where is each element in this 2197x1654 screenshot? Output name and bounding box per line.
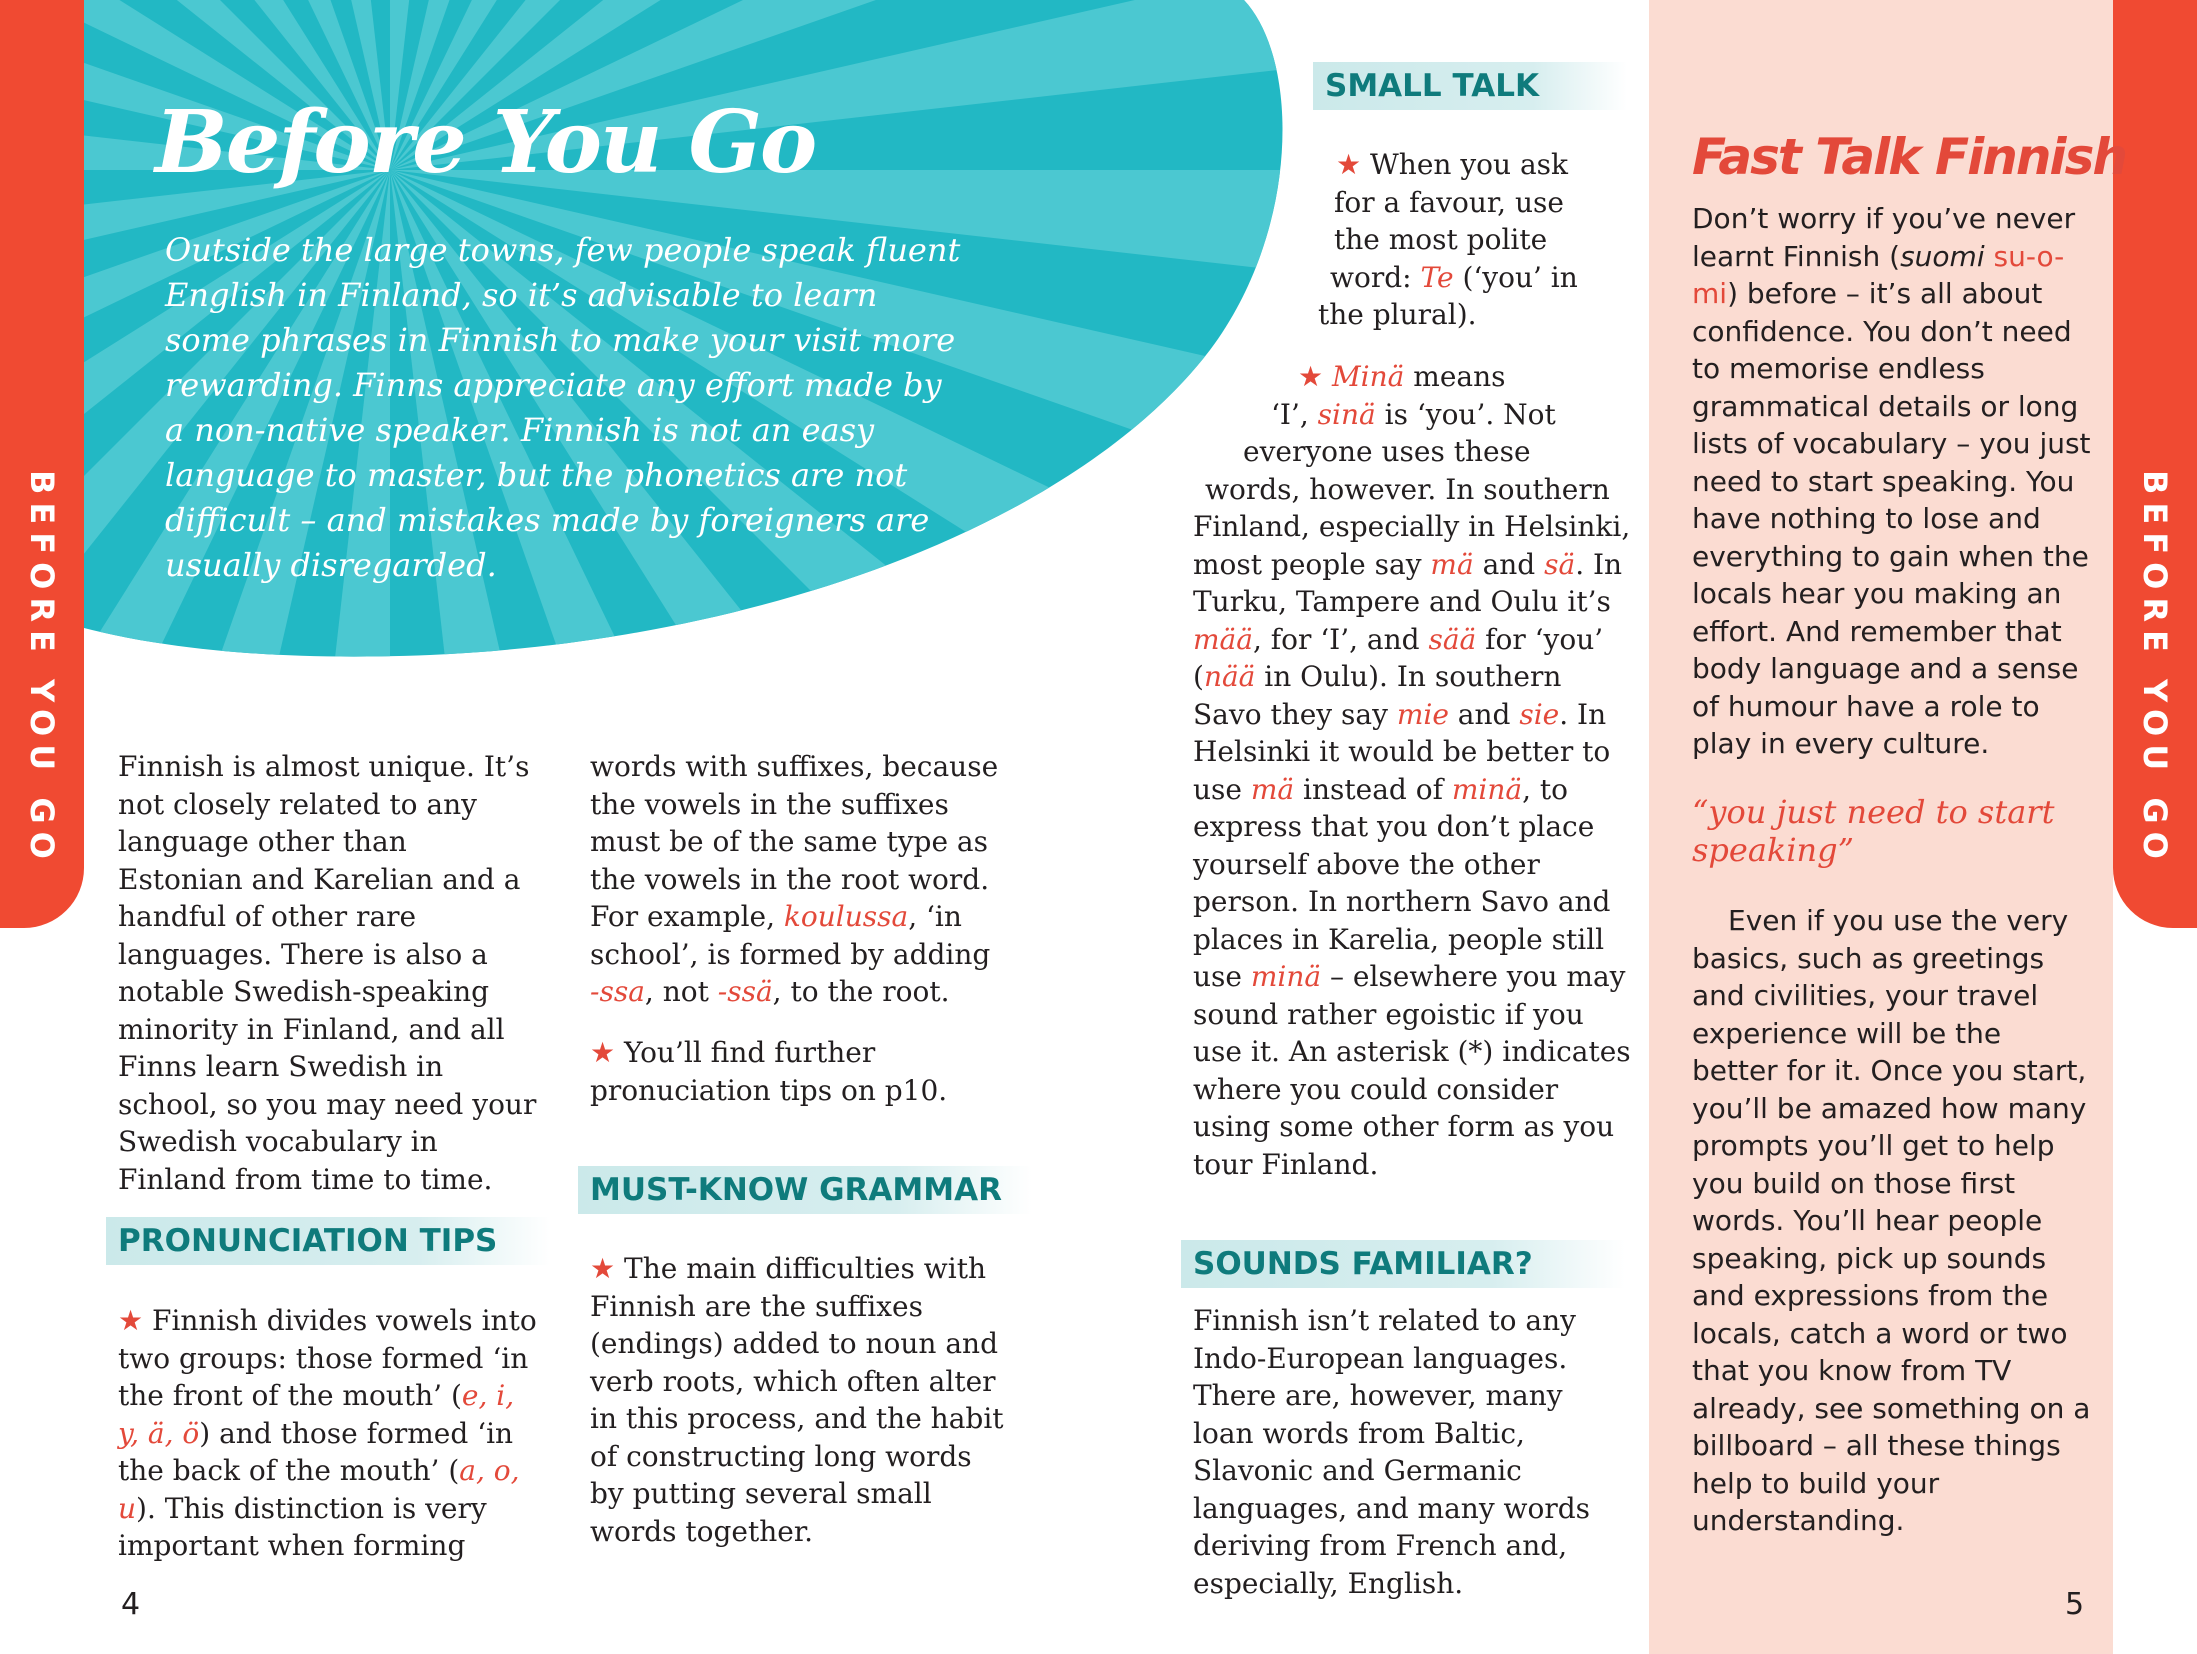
fast-talk-paragraph-2: Even if you use the very basics, such as greetings and civilities, your travel experience will be the better for it. Once you start, you’ll be amazed how many prompts you’ll get to help you build on those first words. You’ll hear people speaking, pick up sounds and expressions from the locals, catch a word or two that you know from TV already, see something on a billboard – all these things help to build your understanding. [1692, 904, 2091, 1537]
star-icon: ★ [1298, 360, 1324, 393]
page-number-left: 4 [121, 1587, 141, 1622]
sounds-familiar-heading: SOUNDS FAMILIAR? [1181, 1240, 1625, 1288]
fast-talk-paragraph-1: Don’t worry if you’ve never learnt Finnish (suomi su-o-mi) before – it’s all about confidence. You don’t need to memorise endless grammatical details or long lists of vocabulary – you just need to start speaking. You have nothing to lose and everything to gain when the locals hear you making an effort. And remember that body language and a sense of humour have a role to play in every culture. [1692, 202, 2091, 760]
small-talk-heading: SMALL TALK [1313, 62, 1627, 110]
side-tab-right-label: BEFORE YOU GO [2136, 470, 2174, 867]
intro-paragraph: Outside the large towns, few people speak fluent English in Finland, so it’s advisable to learn some phrases in Finnish to make your visit more rewarding. Finns appreciate any effort made by a non-native speaker. Finnish is not an easy language to master, but the phonetics are not difficult – and mistakes made by foreigners are usually disregarded. [165, 231, 961, 584]
col1-intro-paragraph: Finnish is almost unique. It’s not closely related to any language other than Estonian and Karelian and a handful of other rare languages. There is also a notable Swedish-speaking minority in Finland, and all Finns learn Swedish in school, so you may need your Swedish vocabulary in Finland from time to time. [118, 750, 537, 1196]
col2-suffix-paragraph: words with suffixes, because the vowels in the suffixes must be of the same type as the vowels in the root word. For example, koulussa, ‘in school’, is formed by adding -ssa, not -ssä, to the root. [590, 750, 999, 1008]
grammar-paragraph: ★ The main difficulties with Finnish are the suffixes (endings) added to noun and verb roots, which often alter in this process, and the habit of constructing long words by putting several small words together. [590, 1252, 1004, 1548]
col2-further-tips: ★ You’ll find further pronuciation tips on p10. [590, 1036, 948, 1107]
pronunciation-tips-heading: PRONUNCIATION TIPS [106, 1217, 550, 1265]
pronunciation-tip-paragraph: ★ Finnish divides vowels into two groups: those formed ‘in the front of the mouth’ (e, i, y, ä, ö) and those formed ‘in the back of the mouth’ (a, o, u). This distinction is very important when forming [118, 1304, 537, 1562]
page-title: Before You Go [155, 92, 816, 193]
must-know-grammar-heading: MUST-KNOW GRAMMAR [578, 1166, 1032, 1214]
small-talk-paragraph-2: ★ Minä means ‘I’, sinä is ‘you’. Not everyone uses these words, however. In southern Finland, especially in Helsinki, most people say mä and sä. In Turku, Tampere and Oulu it’s mää, for ‘I’, and sää for ‘you’ (nää in Oulu). In southern Savo they say mie and sie. In Helsinki it would be better to use mä instead of minä, to express that you don’t place yourself above the other person. In northern Savo and places in Karelia, people still use minä – elsewhere you may sound rather egoistic if you use it. An asterisk (*) indicates where you could consider using some other form as you tour Finland. [1193, 360, 1631, 1181]
page-number-right: 5 [2065, 1587, 2085, 1622]
sounds-familiar-paragraph: Finnish isn’t related to any Indo-European languages. There are, however, many loan words from Baltic, Slavonic and Germanic languages, and many words deriving from French and, especially, English. [1193, 1304, 1591, 1600]
side-tab-left-label: BEFORE YOU GO [23, 470, 61, 867]
star-icon: ★ [590, 1036, 616, 1069]
pull-quote: “you just need to start speaking” [1692, 793, 2055, 869]
small-talk-paragraph-1: ★ When you ask for a favour, use the most polite word: Te (‘you’ in the plural). [1318, 148, 1578, 331]
star-icon: ★ [590, 1252, 616, 1285]
star-icon: ★ [1336, 148, 1362, 181]
side-tab-left [0, 0, 84, 928]
star-icon: ★ [118, 1304, 144, 1337]
fast-talk-title: Fast Talk Finnish [1692, 128, 2126, 186]
